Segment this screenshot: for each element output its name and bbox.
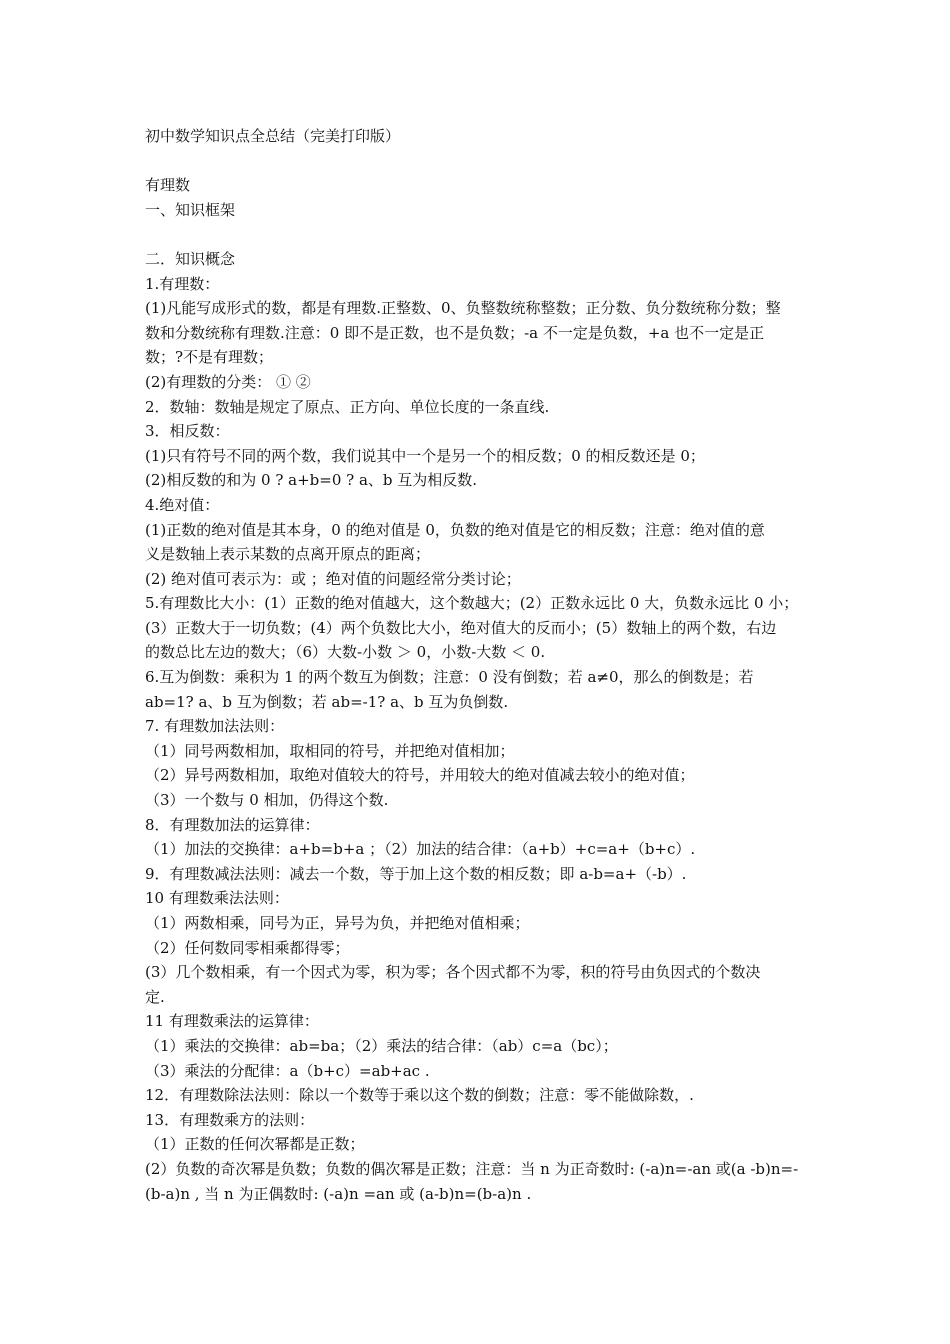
text-line: （3）乘法的分配律：a（b+c）=ab+ac . bbox=[145, 1061, 430, 1080]
text-line: 10 有理数乘法法则： bbox=[145, 889, 289, 908]
text-line: (2)有理数的分类： ① ② bbox=[145, 372, 311, 391]
spacer bbox=[145, 149, 813, 174]
body-text bbox=[145, 272, 813, 1207]
text-line: 4.绝对值： bbox=[145, 495, 220, 514]
text-line: （1）乘法的交换律：ab=ba；（2）乘法的结合律：（ab）c=a（bc）； bbox=[145, 1036, 618, 1055]
text-line: （1）加法的交换律：a+b=b+a ；（2）加法的结合律：（a+b）+c=a+（b+c）. bbox=[145, 840, 696, 859]
text-line: （2）任何数同零相乘都得零； bbox=[145, 938, 350, 957]
text-line: (1)只有符号不同的两个数，我们说其中一个是另一个的相反数；0 的相反数还是 0； bbox=[145, 446, 705, 465]
text-line: 5.有理数比大小：(1）正数的绝对值越大，这个数越大；(2）正数永远比 0 大，负数永远比 0 小； bbox=[145, 594, 799, 613]
spacer bbox=[145, 222, 813, 247]
text-line: 9．有理数减法法则：减去一个数，等于加上这个数的相反数；即 a-b=a+（-b）. bbox=[145, 864, 687, 883]
text-line: (2) 绝对值可表示为：或 ；绝对值的问题经常分类讨论； bbox=[145, 569, 521, 588]
text-line: （3）一个数与 0 相加，仍得这个数. bbox=[145, 791, 389, 810]
text-line: (1)凡能写成形式的数，都是有理数.正整数、0、负整数统称整数；正分数、负分数统称分数；整 bbox=[145, 299, 781, 318]
text-line: 定. bbox=[145, 987, 165, 1006]
text-line: （2）异号两数相加，取绝对值较大的符号，并用较大的绝对值减去较小的绝对值； bbox=[145, 766, 695, 785]
text-line: 的数总比左边的数大；（6）大数-小数 ＞ 0，小数-大数 ＜ 0. bbox=[145, 643, 546, 662]
text-line: (b-a)n , 当 n 为正偶数时: (-a)n =an 或 (a-b)n=(b-a)n . bbox=[145, 1184, 532, 1203]
text-line: ab=1? a、b 互为倒数；若 ab=-1? a、b 互为负倒数. bbox=[145, 692, 509, 711]
text-line: （1）同号两数相加，取相同的符号，并把绝对值相加； bbox=[145, 741, 515, 760]
section-heading-concepts: 二．知识概念 bbox=[145, 249, 236, 268]
text-line: 7. 有理数加法法则： bbox=[145, 717, 285, 736]
text-line: 义是数轴上表示某数的点离开原点的距离； bbox=[145, 545, 431, 564]
document-page bbox=[145, 124, 813, 1206]
text-line: (1)正数的绝对值是其本身，0 的绝对值是 0，负数的绝对值是它的相反数；注意：绝对值的意 bbox=[145, 520, 765, 539]
text-line: 11 有理数乘法的运算律： bbox=[145, 1012, 319, 1031]
text-line: 数；?不是有理数； bbox=[145, 348, 274, 367]
chapter-heading: 有理数 bbox=[145, 176, 191, 195]
text-line: 2．数轴：数轴是规定了原点、正方向、单位长度的一条直线. bbox=[145, 397, 550, 416]
text-line: 13．有理数乘方的法则： bbox=[145, 1110, 315, 1129]
text-line: (2)相反数的和为 0 ? a+b=0 ? a、b 互为相反数. bbox=[145, 471, 478, 490]
text-line: （1）正数的任何次幂都是正数； bbox=[145, 1135, 365, 1154]
text-line: 1.有理数： bbox=[145, 274, 220, 293]
document-title: 初中数学知识点全总结（完美打印版） bbox=[145, 127, 401, 145]
text-line: 6.互为倒数：乘积为 1 的两个数互为倒数；注意：0 没有倒数；若 a≠0，那么的倒数是；若 bbox=[145, 668, 754, 687]
section-heading-framework: 一、知识框架 bbox=[145, 200, 236, 219]
text-line: (2）负数的奇次幂是负数；负数的偶次幂是正数；注意：当 n 为正奇数时: (-a)n=-an 或(a -b)n=- bbox=[145, 1159, 799, 1178]
text-line: 12．有理数除法法则：除以一个数等于乘以这个数的倒数；注意：零不能做除数，. bbox=[145, 1086, 694, 1105]
text-line: （1）两数相乘，同号为正，异号为负，并把绝对值相乘； bbox=[145, 914, 530, 932]
text-line: 数和分数统称有理数.注意：0 即不是正数，也不是负数；-a 不一定是负数，+a 也不一定是正 bbox=[145, 323, 765, 342]
text-line: (3）正数大于一切负数；(4）两个负数比大小，绝对值大的反而小；(5）数轴上的两个数，右边 bbox=[145, 618, 777, 637]
text-line: 3．相反数： bbox=[145, 422, 230, 441]
text-line: (3）几个数相乘，有一个因式为零，积为零；各个因式都不为零，积的符号由负因式的个数决 bbox=[145, 963, 761, 982]
text-line: 8．有理数加法的运算律： bbox=[145, 815, 320, 834]
